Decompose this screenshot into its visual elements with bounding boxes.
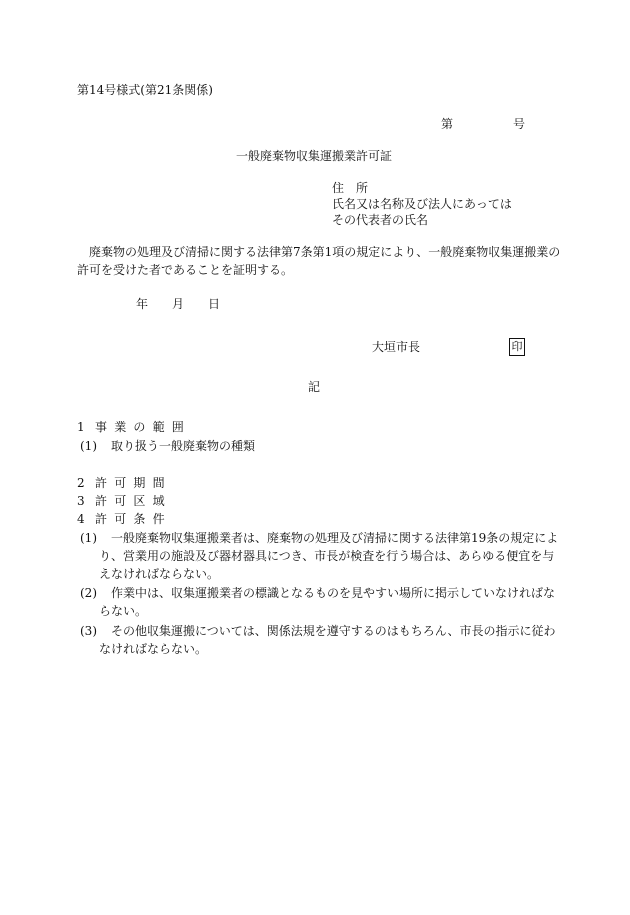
condition-1-line3: えなければならない。: [99, 567, 220, 581]
condition-3-number: (3): [80, 624, 97, 638]
section-2-title: 許可期間: [95, 476, 172, 490]
seal-mark: 印: [509, 338, 525, 356]
section-4-number: 4: [77, 512, 85, 526]
condition-2-line2: らない。: [99, 604, 148, 618]
ki-heading: 記: [308, 380, 321, 394]
name-label-line2: その代表者の氏名: [332, 213, 429, 227]
name-label-line1: 氏名又は名称及び法人にあっては: [332, 197, 512, 211]
condition-1-line2: り、営業用の施設及び器材器具につき、市長が検査を行う場合は、あらゆる便宜を与: [99, 549, 555, 563]
section-4-title: 許可条件: [95, 512, 172, 526]
section-1-number: 1: [77, 420, 85, 434]
address-label: 住 所: [332, 181, 369, 195]
certification-text-line1: 廃棄物の処理及び清掃に関する法律第7条第1項の規定により、一般廃棄物収集運搬業の: [77, 245, 561, 259]
date-month: 月: [172, 297, 185, 311]
issuer-name: 大垣市長: [372, 340, 421, 354]
condition-3-line1: その他収集運搬については、関係法規を遵守するのはもちろん、市長の指示に従わ: [111, 624, 556, 638]
number-dai: 第: [441, 117, 454, 131]
section-3-number: 3: [77, 494, 85, 508]
condition-2-line1: 作業中は、収集運搬業者の標識となるものを見やすい場所に掲示していなければな: [111, 586, 556, 600]
condition-3-line2: なければならない。: [99, 642, 208, 656]
number-go: 号: [513, 117, 526, 131]
condition-1-number: (1): [80, 531, 97, 545]
certification-text-line2: 許可を受けた者であることを証明する。: [77, 263, 294, 277]
section-3-title: 許可区域: [95, 494, 172, 508]
page-title: 一般廃棄物収集運搬業許可証: [236, 149, 393, 163]
section-1-title: 事業の範囲: [95, 420, 192, 434]
condition-1-line1: 一般廃棄物収集運搬業者は、廃棄物の処理及び清掃に関する法律第19条の規定によ: [111, 531, 559, 545]
section-1-sub-number: (1): [80, 439, 97, 453]
date-year: 年: [136, 297, 149, 311]
date-day: 日: [208, 297, 221, 311]
section-1-sub-text: 取り扱う一般廃棄物の種類: [111, 439, 256, 453]
condition-2-number: (2): [80, 586, 97, 600]
section-2-number: 2: [77, 476, 85, 490]
form-label: 第14号様式(第21条関係): [77, 83, 213, 97]
